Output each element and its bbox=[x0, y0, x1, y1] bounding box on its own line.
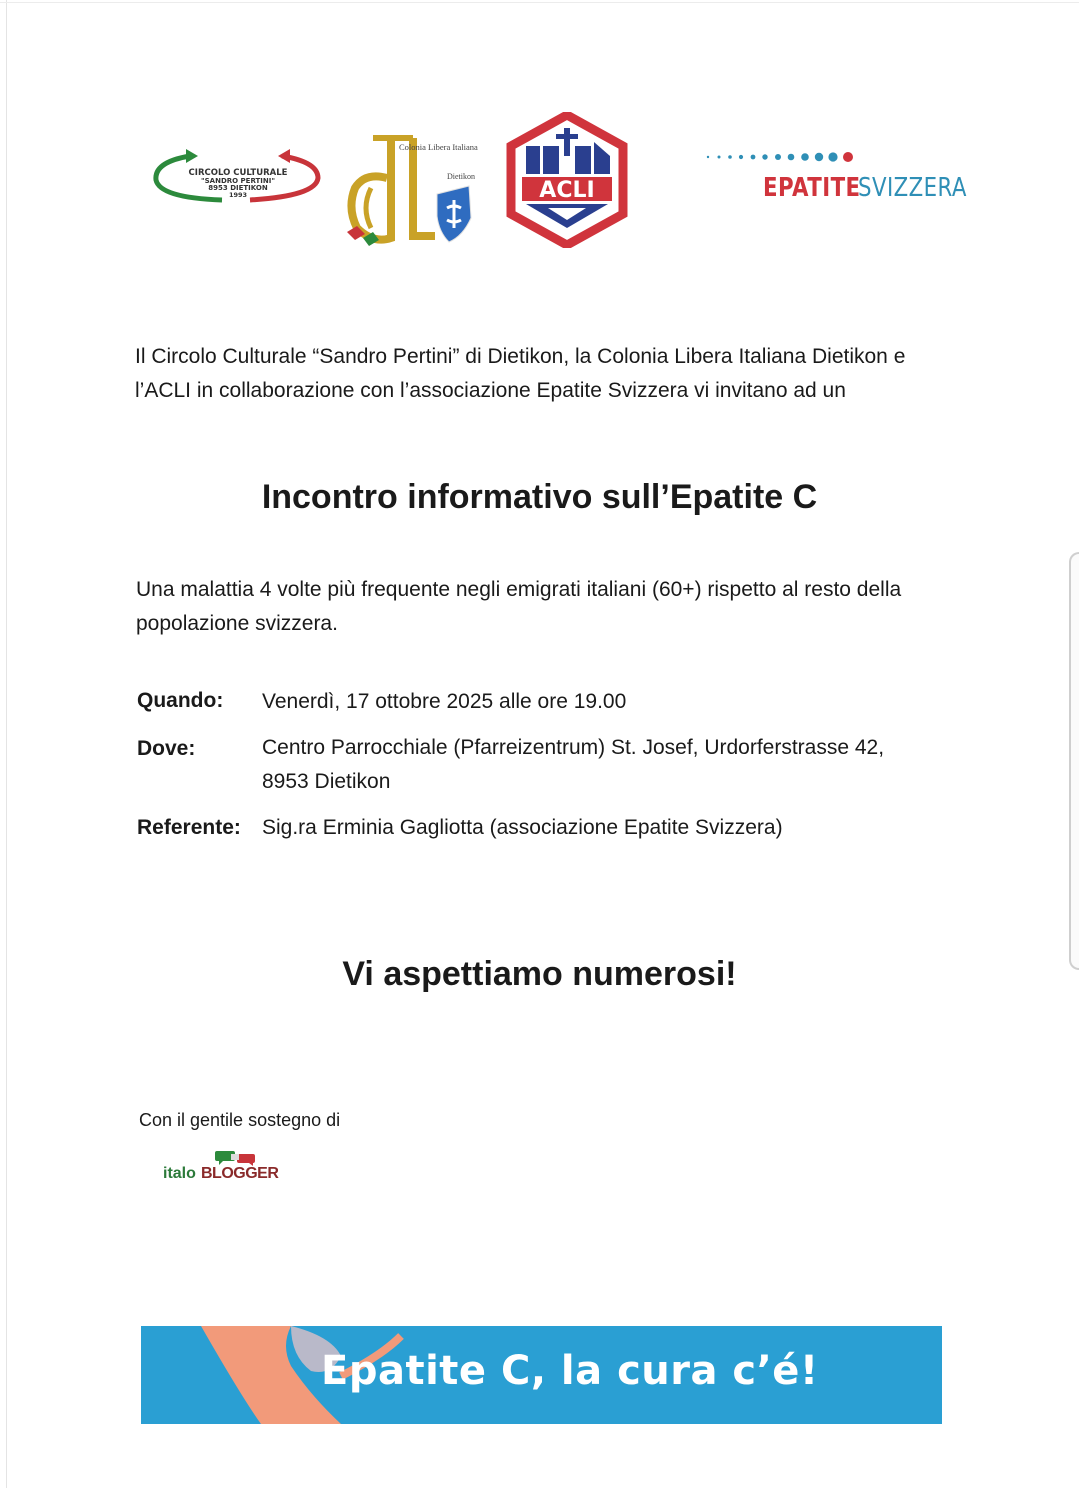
event-title: Incontro informativo sull’Epatite C bbox=[261, 478, 818, 516]
svizzera-word: SVIZZERA bbox=[858, 173, 967, 203]
circolo-line3: 8953 DIETIKON bbox=[208, 184, 268, 192]
circolo-line4: 1993 bbox=[228, 191, 248, 199]
sponsor-part1: italo bbox=[163, 1165, 196, 1182]
support-text: Con il gentile sostegno di bbox=[139, 1110, 341, 1130]
circolo-logo bbox=[150, 148, 325, 208]
page-curl bbox=[1069, 552, 1079, 970]
epatite-word: EPATITE bbox=[763, 173, 861, 203]
banner-text: Epatite C, la cura c’é! bbox=[321, 1348, 819, 1394]
speech-bubbles-icon bbox=[213, 1150, 263, 1166]
when-value: Venerdì, 17 ottobre 2025 alle ore 19.00 bbox=[262, 690, 627, 713]
intro-paragraph: Il Circolo Culturale “Sandro Pertini” di Dietikon, la Colonia Libera Italiana Dietikon e l’ACLI in collaborazione con l’associazione Epatite Svizzera vi invitano ad un bbox=[135, 345, 906, 402]
page-edge bbox=[6, 0, 7, 1488]
page-edge-top bbox=[0, 2, 1079, 3]
colonia-monogram-icon bbox=[343, 128, 483, 250]
closing-message: Vi aspettiamo numerosi! bbox=[342, 955, 737, 993]
circolo-line2: "SANDRO PERTINI" bbox=[200, 177, 276, 185]
event-subtitle: Una malattia 4 volte più frequente negli emigrati italiani (60+) rispetto al resto della popolazione svizzera. bbox=[136, 578, 902, 635]
sponsor-logo bbox=[163, 1150, 291, 1188]
sponsor-part2: BLOGGER bbox=[201, 1165, 279, 1182]
colonia-logo bbox=[343, 128, 483, 250]
colonia-name: Colonia Libera Italiana bbox=[399, 142, 478, 152]
where-value-line1: Centro Parrocchiale (Pfarreizentrum) St. Josef, Urdorferstrasse 42, bbox=[262, 736, 885, 759]
circolo-line1: CIRCOLO CULTURALE bbox=[188, 168, 288, 178]
acli-name: ACLI bbox=[539, 178, 595, 203]
epatite-svizzera-logo bbox=[700, 144, 967, 206]
circolo-arrows-icon bbox=[150, 148, 325, 208]
where-label: Dove: bbox=[137, 737, 196, 760]
campaign-banner bbox=[141, 1326, 942, 1424]
contact-label: Referente: bbox=[137, 816, 241, 839]
contact-value: Sig.ra Erminia Gagliotta (associazione Epatite Svizzera) bbox=[262, 816, 783, 839]
acli-logo bbox=[506, 112, 628, 248]
dots-icon bbox=[705, 150, 865, 164]
colonia-city: Dietikon bbox=[447, 172, 475, 181]
acli-hexagon-icon bbox=[506, 112, 628, 248]
where-value-line2: 8953 Dietikon bbox=[262, 770, 391, 793]
when-label: Quando: bbox=[137, 689, 224, 712]
